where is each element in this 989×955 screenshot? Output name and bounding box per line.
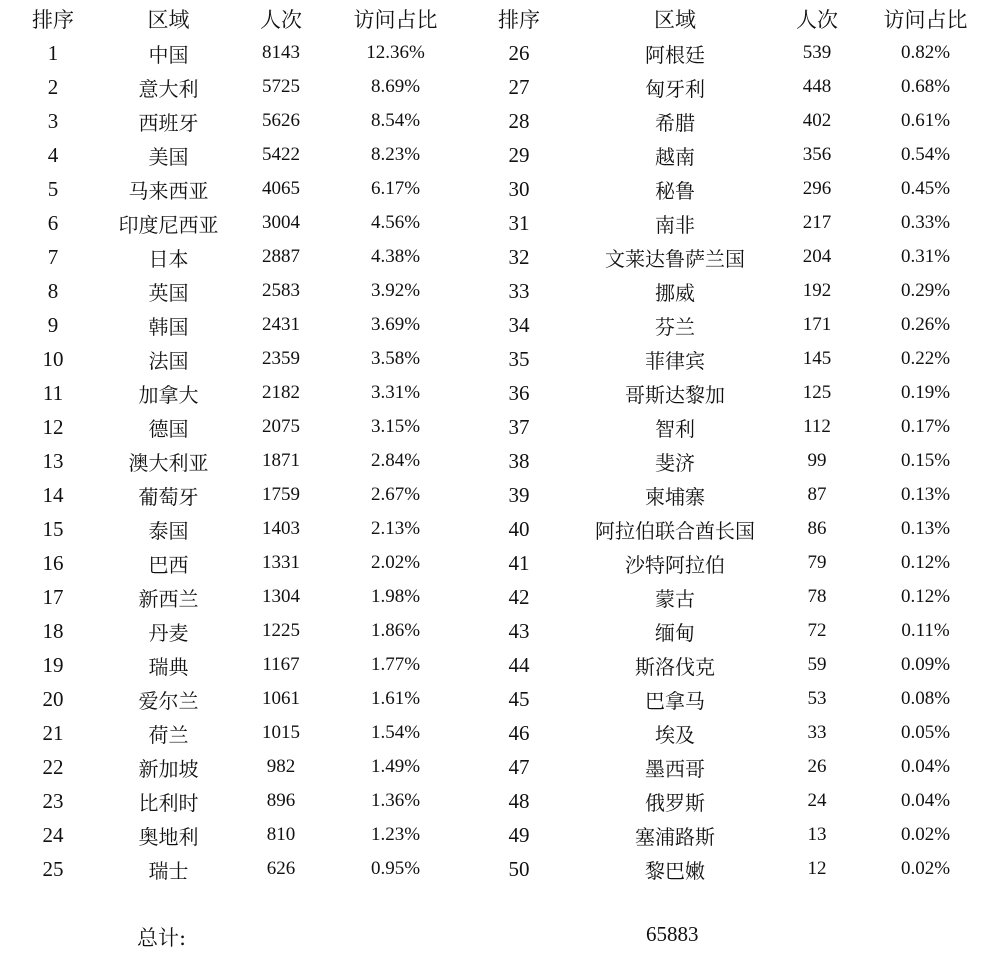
left-visits-cell: 2182 bbox=[262, 382, 300, 403]
right-share-cell: 0.31% bbox=[900, 246, 951, 267]
left-rank-cell: 8 bbox=[47, 278, 59, 303]
left-rank-cell: 4 bbox=[47, 142, 59, 167]
right-rank-cell: 40 bbox=[508, 516, 530, 541]
left-rank-cell: 1 bbox=[47, 40, 59, 65]
right-visits-cell: 13 bbox=[807, 824, 827, 845]
left-visits-cell: 1167 bbox=[262, 654, 300, 675]
left-visits-cell: 2431 bbox=[262, 314, 300, 335]
left-visits-cell: 3004 bbox=[262, 212, 300, 233]
left-rank-cell: 19 bbox=[42, 652, 64, 677]
right-share-cell: 0.02% bbox=[900, 824, 951, 845]
right-visits-cell: 24 bbox=[807, 790, 827, 811]
left-rank-cell: 18 bbox=[42, 618, 64, 643]
visits-by-region-table bbox=[0, 2, 989, 886]
right-rank-cell: 38 bbox=[508, 448, 530, 473]
left-share-cell: 6.17% bbox=[370, 178, 421, 199]
table-row bbox=[0, 206, 989, 240]
right-region-cell: 塞浦路斯 bbox=[635, 824, 715, 849]
right-visits-cell: 87 bbox=[807, 484, 827, 505]
header-region: 区域 bbox=[654, 8, 696, 32]
right-visits-cell: 539 bbox=[802, 42, 832, 63]
right-share-cell: 0.04% bbox=[900, 790, 951, 811]
right-region-cell: 阿拉伯联合酋长国 bbox=[595, 518, 755, 543]
left-rank-cell: 20 bbox=[42, 686, 64, 711]
right-visits-cell: 86 bbox=[807, 518, 827, 539]
left-region-cell: 加拿大 bbox=[138, 382, 199, 407]
right-share-cell: 0.04% bbox=[900, 756, 951, 777]
left-visits-cell: 2887 bbox=[262, 246, 300, 267]
left-rank-cell: 24 bbox=[42, 822, 64, 847]
left-visits-cell: 1015 bbox=[262, 722, 300, 743]
left-rank-cell: 14 bbox=[42, 482, 64, 507]
left-visits-cell: 1403 bbox=[262, 518, 300, 539]
header-rank: 排序 bbox=[32, 8, 74, 32]
left-region-cell: 美国 bbox=[148, 144, 189, 169]
right-region-cell: 哥斯达黎加 bbox=[625, 382, 725, 407]
left-share-cell: 3.31% bbox=[370, 382, 421, 403]
left-region-cell: 新加坡 bbox=[138, 756, 199, 781]
right-share-cell: 0.13% bbox=[900, 518, 951, 539]
left-region-cell: 泰国 bbox=[148, 518, 189, 543]
left-share-cell: 1.49% bbox=[370, 756, 421, 777]
left-rank-cell: 22 bbox=[42, 754, 64, 779]
right-share-cell: 0.05% bbox=[900, 722, 951, 743]
table-row bbox=[0, 70, 989, 104]
left-visits-cell: 1871 bbox=[262, 450, 300, 471]
right-rank-cell: 49 bbox=[508, 822, 530, 847]
left-share-cell: 8.23% bbox=[370, 144, 421, 165]
left-region-cell: 荷兰 bbox=[148, 722, 189, 747]
right-region-cell: 斐济 bbox=[655, 450, 695, 475]
left-visits-cell: 5725 bbox=[262, 76, 300, 97]
right-visits-cell: 99 bbox=[807, 450, 827, 471]
left-rank-cell: 15 bbox=[42, 516, 64, 541]
right-share-cell: 0.26% bbox=[900, 314, 951, 335]
table-row bbox=[0, 750, 989, 784]
left-visits-cell: 1759 bbox=[262, 484, 300, 505]
header-region: 区域 bbox=[147, 8, 190, 32]
right-visits-cell: 26 bbox=[807, 756, 827, 777]
right-visits-cell: 145 bbox=[802, 348, 832, 369]
left-visits-cell: 896 bbox=[266, 790, 296, 811]
table-row bbox=[0, 104, 989, 138]
left-visits-cell: 2075 bbox=[262, 416, 300, 437]
left-region-cell: 马来西亚 bbox=[128, 178, 209, 203]
left-share-cell: 1.86% bbox=[370, 620, 421, 641]
right-region-cell: 沙特阿拉伯 bbox=[625, 552, 725, 577]
right-rank-cell: 33 bbox=[508, 278, 530, 303]
left-region-cell: 印度尼西亚 bbox=[118, 212, 219, 237]
left-rank-cell: 12 bbox=[42, 414, 64, 439]
right-rank-cell: 39 bbox=[508, 482, 530, 507]
table-row bbox=[0, 308, 989, 342]
left-share-cell: 3.92% bbox=[370, 280, 421, 301]
left-region-cell: 韩国 bbox=[148, 314, 189, 339]
table-row bbox=[0, 580, 989, 614]
left-rank-cell: 9 bbox=[47, 312, 59, 337]
right-visits-cell: 448 bbox=[802, 76, 832, 97]
left-share-cell: 1.61% bbox=[370, 688, 421, 709]
right-rank-cell: 48 bbox=[508, 788, 530, 813]
header-share: 访问占比 bbox=[353, 8, 438, 32]
left-region-cell: 巴西 bbox=[148, 552, 189, 577]
table-row bbox=[0, 716, 989, 750]
left-region-cell: 爱尔兰 bbox=[138, 688, 199, 713]
right-region-cell: 匈牙利 bbox=[645, 76, 705, 101]
table-row bbox=[0, 852, 989, 886]
right-region-cell: 智利 bbox=[655, 416, 695, 441]
left-region-cell: 澳大利亚 bbox=[128, 450, 209, 475]
right-visits-cell: 296 bbox=[802, 178, 832, 199]
table-row bbox=[0, 172, 989, 206]
left-share-cell: 8.69% bbox=[370, 76, 421, 97]
left-share-cell: 4.38% bbox=[370, 246, 421, 267]
table-row bbox=[0, 682, 989, 716]
right-region-cell: 黎巴嫩 bbox=[645, 858, 705, 883]
right-share-cell: 0.22% bbox=[900, 348, 951, 369]
right-region-cell: 挪威 bbox=[655, 280, 695, 305]
right-region-cell: 埃及 bbox=[655, 722, 695, 747]
left-visits-cell: 1061 bbox=[262, 688, 300, 709]
table-row bbox=[0, 648, 989, 682]
total-value: 65883 bbox=[646, 922, 699, 946]
left-region-cell: 中国 bbox=[148, 42, 189, 67]
header-rank: 排序 bbox=[498, 8, 540, 32]
left-region-cell: 西班牙 bbox=[138, 110, 199, 135]
right-share-cell: 0.45% bbox=[900, 178, 951, 199]
right-rank-cell: 36 bbox=[508, 380, 530, 405]
left-region-cell: 瑞典 bbox=[148, 654, 189, 679]
right-share-cell: 0.33% bbox=[900, 212, 951, 233]
right-visits-cell: 204 bbox=[802, 246, 832, 267]
left-visits-cell: 626 bbox=[266, 858, 296, 879]
right-region-cell: 俄罗斯 bbox=[645, 790, 705, 815]
table-header-row bbox=[0, 2, 989, 36]
total-label: 总计: bbox=[137, 926, 187, 950]
right-rank-cell: 31 bbox=[508, 210, 530, 235]
right-share-cell: 0.15% bbox=[900, 450, 951, 471]
right-rank-cell: 42 bbox=[508, 584, 530, 609]
left-rank-cell: 17 bbox=[42, 584, 64, 609]
left-region-cell: 奥地利 bbox=[138, 824, 199, 849]
left-rank-cell: 25 bbox=[42, 856, 64, 881]
right-region-cell: 越南 bbox=[655, 144, 695, 169]
right-share-cell: 0.13% bbox=[900, 484, 951, 505]
left-region-cell: 日本 bbox=[148, 246, 189, 271]
right-rank-cell: 32 bbox=[508, 244, 530, 269]
left-share-cell: 1.98% bbox=[370, 586, 421, 607]
right-rank-cell: 34 bbox=[508, 312, 530, 337]
right-visits-cell: 33 bbox=[807, 722, 827, 743]
table-row bbox=[0, 478, 989, 512]
left-share-cell: 1.23% bbox=[370, 824, 421, 845]
right-share-cell: 0.17% bbox=[900, 416, 951, 437]
right-region-cell: 斯洛伐克 bbox=[635, 654, 715, 679]
left-rank-cell: 3 bbox=[47, 108, 59, 133]
right-share-cell: 0.11% bbox=[901, 620, 950, 641]
left-visits-cell: 1225 bbox=[262, 620, 300, 641]
right-region-cell: 柬埔寨 bbox=[645, 484, 705, 509]
left-visits-cell: 2583 bbox=[262, 280, 300, 301]
left-rank-cell: 13 bbox=[42, 448, 64, 473]
left-rank-cell: 2 bbox=[47, 74, 59, 99]
right-rank-cell: 43 bbox=[508, 618, 530, 643]
left-visits-cell: 1331 bbox=[262, 552, 300, 573]
right-region-cell: 秘鲁 bbox=[655, 178, 695, 203]
right-rank-cell: 44 bbox=[508, 652, 530, 677]
right-region-cell: 芬兰 bbox=[655, 314, 695, 339]
right-region-cell: 巴拿马 bbox=[645, 688, 705, 713]
header-visits: 人次 bbox=[260, 8, 302, 32]
left-share-cell: 3.69% bbox=[370, 314, 421, 335]
right-region-cell: 缅甸 bbox=[655, 620, 695, 645]
left-share-cell: 3.15% bbox=[370, 416, 421, 437]
left-rank-cell: 5 bbox=[47, 176, 59, 201]
table-row bbox=[0, 410, 989, 444]
right-visits-cell: 78 bbox=[807, 586, 827, 607]
right-share-cell: 0.82% bbox=[900, 42, 951, 63]
right-share-cell: 0.61% bbox=[900, 110, 951, 131]
left-region-cell: 葡萄牙 bbox=[138, 484, 199, 509]
right-region-cell: 蒙古 bbox=[655, 586, 695, 611]
left-visits-cell: 810 bbox=[266, 824, 296, 845]
table-row bbox=[0, 376, 989, 410]
right-rank-cell: 28 bbox=[508, 108, 530, 133]
left-share-cell: 4.56% bbox=[370, 212, 421, 233]
left-share-cell: 1.77% bbox=[370, 654, 421, 675]
left-rank-cell: 23 bbox=[42, 788, 64, 813]
right-visits-cell: 72 bbox=[807, 620, 827, 641]
table-row bbox=[0, 818, 989, 852]
right-region-cell: 南非 bbox=[655, 212, 695, 237]
left-region-cell: 丹麦 bbox=[148, 620, 189, 645]
left-visits-cell: 8143 bbox=[262, 42, 300, 63]
right-rank-cell: 46 bbox=[508, 720, 530, 745]
right-visits-cell: 192 bbox=[802, 280, 832, 301]
left-visits-cell: 4065 bbox=[262, 178, 300, 199]
left-share-cell: 1.36% bbox=[370, 790, 421, 811]
right-rank-cell: 45 bbox=[508, 686, 530, 711]
right-visits-cell: 12 bbox=[807, 858, 827, 879]
right-visits-cell: 171 bbox=[802, 314, 832, 335]
left-region-cell: 法国 bbox=[148, 348, 189, 373]
left-rank-cell: 16 bbox=[42, 550, 64, 575]
right-rank-cell: 50 bbox=[508, 856, 530, 881]
right-region-cell: 墨西哥 bbox=[645, 756, 705, 781]
right-rank-cell: 35 bbox=[508, 346, 530, 371]
left-rank-cell: 10 bbox=[42, 346, 64, 371]
left-region-cell: 德国 bbox=[148, 416, 189, 441]
left-visits-cell: 2359 bbox=[262, 348, 300, 369]
left-visits-cell: 5626 bbox=[262, 110, 300, 131]
right-share-cell: 0.08% bbox=[900, 688, 951, 709]
right-region-cell: 文莱达鲁萨兰国 bbox=[605, 246, 745, 271]
right-rank-cell: 37 bbox=[508, 414, 530, 439]
right-rank-cell: 27 bbox=[508, 74, 530, 99]
right-share-cell: 0.12% bbox=[900, 586, 951, 607]
right-rank-cell: 29 bbox=[508, 142, 530, 167]
right-rank-cell: 41 bbox=[508, 550, 530, 575]
left-share-cell: 2.67% bbox=[370, 484, 421, 505]
left-region-cell: 比利时 bbox=[138, 790, 199, 815]
table-body bbox=[0, 36, 989, 886]
left-share-cell: 8.54% bbox=[370, 110, 421, 131]
table-row bbox=[0, 614, 989, 648]
right-region-cell: 阿根廷 bbox=[645, 42, 705, 67]
table-row bbox=[0, 444, 989, 478]
right-share-cell: 0.09% bbox=[900, 654, 951, 675]
left-share-cell: 2.02% bbox=[370, 552, 421, 573]
left-rank-cell: 21 bbox=[42, 720, 64, 745]
right-region-cell: 希腊 bbox=[655, 110, 695, 135]
left-region-cell: 瑞士 bbox=[148, 858, 189, 883]
table-row bbox=[0, 342, 989, 376]
header-visits: 人次 bbox=[796, 8, 838, 32]
left-share-cell: 12.36% bbox=[366, 42, 425, 63]
right-visits-cell: 59 bbox=[807, 654, 827, 675]
left-rank-cell: 11 bbox=[42, 380, 64, 405]
left-visits-cell: 5422 bbox=[262, 144, 300, 165]
right-share-cell: 0.12% bbox=[900, 552, 951, 573]
table-row bbox=[0, 36, 989, 70]
table-row bbox=[0, 240, 989, 274]
left-visits-cell: 1304 bbox=[262, 586, 300, 607]
table-row bbox=[0, 138, 989, 172]
header-share: 访问占比 bbox=[883, 8, 968, 32]
right-rank-cell: 26 bbox=[508, 40, 530, 65]
left-share-cell: 0.95% bbox=[370, 858, 421, 879]
left-share-cell: 2.84% bbox=[370, 450, 421, 471]
right-share-cell: 0.19% bbox=[900, 382, 951, 403]
left-region-cell: 新西兰 bbox=[138, 586, 199, 611]
right-share-cell: 0.02% bbox=[900, 858, 951, 879]
table-row bbox=[0, 274, 989, 308]
table-row bbox=[0, 512, 989, 546]
right-share-cell: 0.54% bbox=[900, 144, 951, 165]
left-region-cell: 英国 bbox=[148, 280, 189, 305]
right-visits-cell: 112 bbox=[803, 416, 831, 437]
right-share-cell: 0.68% bbox=[900, 76, 951, 97]
left-region-cell: 意大利 bbox=[138, 76, 199, 101]
left-visits-cell: 982 bbox=[266, 756, 296, 777]
left-share-cell: 2.13% bbox=[370, 518, 421, 539]
right-rank-cell: 30 bbox=[508, 176, 530, 201]
right-visits-cell: 125 bbox=[802, 382, 832, 403]
left-rank-cell: 6 bbox=[47, 210, 59, 235]
left-share-cell: 3.58% bbox=[370, 348, 421, 369]
right-share-cell: 0.29% bbox=[900, 280, 951, 301]
table-row bbox=[0, 546, 989, 580]
right-rank-cell: 47 bbox=[508, 754, 530, 779]
right-visits-cell: 79 bbox=[807, 552, 827, 573]
table-row bbox=[0, 784, 989, 818]
right-visits-cell: 53 bbox=[807, 688, 827, 709]
left-rank-cell: 7 bbox=[47, 244, 59, 269]
right-visits-cell: 217 bbox=[802, 212, 832, 233]
right-visits-cell: 402 bbox=[802, 110, 832, 131]
right-visits-cell: 356 bbox=[802, 144, 832, 165]
left-share-cell: 1.54% bbox=[370, 722, 421, 743]
right-region-cell: 菲律宾 bbox=[645, 348, 705, 373]
